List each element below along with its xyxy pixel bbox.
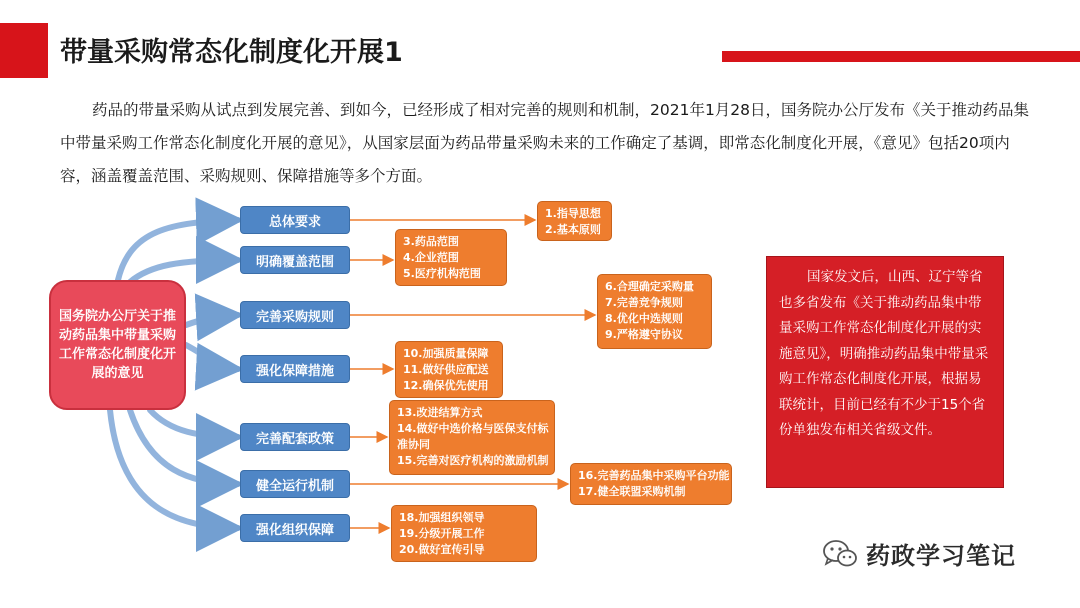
- item: 20.做好宣传引导: [399, 543, 485, 556]
- item: 5.医疗机构范围: [403, 267, 481, 280]
- item: 准协同: [397, 438, 430, 451]
- item: 2.基本原则: [545, 223, 601, 236]
- item: 14.做好中选价格与医保支付标: [397, 422, 549, 435]
- watermark: [822, 536, 1016, 571]
- item-box-4: [395, 341, 503, 398]
- category-node-5: 完善配套政策: [240, 423, 350, 451]
- item: 3.药品范围: [403, 235, 459, 248]
- item: 15.完善对医疗机构的激励机制: [397, 454, 549, 467]
- item-box-2: [395, 229, 507, 286]
- root-to-cat-6: [130, 410, 238, 484]
- item: 10.加强质量保障: [403, 347, 489, 360]
- category-node-4: 强化保障措施: [240, 355, 350, 383]
- item-box-1: [537, 201, 612, 241]
- root-to-cat-1: [118, 220, 238, 280]
- item: 9.严格遵守协议: [605, 328, 683, 341]
- item: 13.改进结算方式: [397, 406, 483, 419]
- root-node: 国务院办公厅关于推动药品集中带量采购工作常态化制度化开展的意见: [49, 280, 186, 410]
- item: 16.完善药品集中采购平台功能: [578, 469, 730, 482]
- wechat-icon: [822, 539, 858, 569]
- category-node-3: 完善采购规则: [240, 301, 350, 329]
- item-box-7: [391, 505, 537, 562]
- item: 17.健全联盟采购机制: [578, 485, 686, 498]
- category-node-7: 强化组织保障: [240, 514, 350, 542]
- category-node-2: 明确覆盖范围: [240, 246, 350, 274]
- item: 11.做好供应配送: [403, 363, 489, 376]
- item: 7.完善竞争规则: [605, 296, 683, 309]
- item: 12.确保优先使用: [403, 379, 489, 392]
- root-to-cat-2: [130, 260, 238, 282]
- category-node-6: 健全运行机制: [240, 470, 350, 498]
- item: 6.合理确定采购量: [605, 280, 694, 293]
- root-to-cat-3: [186, 315, 238, 325]
- item-box-3: [597, 274, 712, 349]
- item: 4.企业范围: [403, 251, 459, 264]
- item: 18.加强组织领导: [399, 511, 485, 524]
- root-to-cat-4: [186, 345, 238, 369]
- item: 19.分级开展工作: [399, 527, 485, 540]
- page-title: 带量采购常态化制度化开展1: [60, 37, 403, 68]
- root-to-cat-5: [150, 410, 238, 437]
- item: 1.指导思想: [545, 207, 601, 220]
- side-note: [766, 256, 1004, 488]
- item-box-6: [570, 463, 732, 505]
- item: 8.优化中选规则: [605, 312, 683, 325]
- intro-text: 药品的带量采购从试点到发展完善、到如今，已经形成了相对完善的规则和机制，2021年1月28日，国务院办公厅发布《关于推动药品集中带量采购工作常态化制度化开展的意见》，从国家层面为药品带量采购未来的工作确定了基调，即常态化制度化开展，《意见》包括20项内容，涵盖覆盖范围、采购规则、保障措施等多个方面。: [60, 101, 1030, 185]
- category-node-1: 总体要求: [240, 206, 350, 234]
- watermark-text: 药政学习笔记: [866, 542, 1016, 570]
- side-note-text: 国家发文后，山西、辽宁等省也多省发布《关于推动药品集中带量采购工作常态化制度化开展的实施意见》，明确推动药品集中带量采购工作常态化制度化开展，根据易联统计，目前已经有不少于15个省份单独发布相关省级文件。: [779, 269, 989, 438]
- item-box-5: [389, 400, 555, 475]
